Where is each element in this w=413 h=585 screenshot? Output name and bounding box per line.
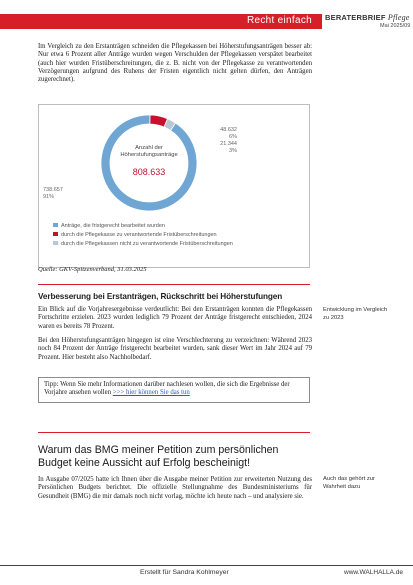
center-value: 808.633 [132, 167, 166, 177]
section-divider [38, 284, 310, 285]
donut-chart [38, 104, 310, 268]
chart-svg [39, 105, 311, 269]
issue-number: Mai 2025/09 [380, 23, 411, 29]
footer-line [0, 565, 413, 566]
slice-percent-label-1: 6% [229, 134, 237, 140]
center-label-line: Höherstufungsanträge [120, 152, 178, 158]
article-heading: Warum das BMG meiner Petition zum persönlichen Budget keine Aussicht auf Erfolg bescheinigt! [38, 444, 279, 469]
intro-paragraph: Im Vergleich zu den Erstanträgen schneiden die Pflegekassen bei Höherstufungsanträgen besser ab: Nur etwa 6 Prozent aller Anträge wurden wegen Verschulden der Pflegekassen verspätet bearbeitet (auch hier wurden Fristüberschreitungen, die z. B. nicht von der Pflegekasse zu verantwortenden Verzögerungen aufgrund des Ruhens der Fristen eigentlich nicht gelten dürfen, den Anträgen zugerechnet). [38, 43, 312, 84]
section-divider-2 [38, 432, 310, 433]
slice-value-label-1: 48.632 [220, 127, 237, 133]
center-label-line: Anzahl der [135, 145, 163, 151]
tip-box [38, 377, 310, 403]
section-header-bar [0, 14, 322, 29]
article-paragraph: In Ausgabe 07/2025 hatte ich Ihnen über die Ausgabe meiner Petition zur erweiterten Nutzung des Persönlichen Budgets berichtet. Die offizielle Stellungnahme des Bundesministeriums für Gesundheit (BMG) die mir damals noch nicht vorlag, möchte ich heute nach – und analysiere sie. [38, 476, 312, 500]
margin-note-development: Entwicklung im Vergleich zu 2023 [323, 307, 388, 321]
slice-value-label-2: 21.344 [220, 141, 237, 147]
slice-percent-label-2: 3% [229, 148, 237, 154]
margin-note-truth: Auch das gehört zur Wahrheit dazu [323, 476, 375, 490]
publication-brand [325, 13, 410, 22]
legend-swatch-0 [53, 223, 58, 227]
footer-url: www.WALHALLA.de [344, 569, 404, 576]
legend-swatch-2 [53, 241, 58, 245]
footer-credit: Erstellt für Sandra Kohlmeyer [140, 569, 229, 576]
legend-label-1: durch die Pflegekasse zu verantwortende Fristüberschreitungen [61, 232, 217, 238]
legend-label-0: Anträge, die fristgerecht bearbeitet wurden [61, 223, 165, 229]
tip-link[interactable]: >>> hier können Sie das tun [112, 389, 190, 397]
section-paragraph-1: Ein Blick auf die Vorjahresergebnisse verdeutlicht: Bei den Erstanträgen konnten die Pflegekassen Fortschritte erzielen. 2023 wurden lediglich 79 Prozent der Anträge fristgerecht entschieden, 2024 waren es bereits 78 Prozent. [38, 306, 312, 330]
section-label: Recht einfach [246, 15, 312, 26]
slice-value-label-0: 738.657 [43, 187, 63, 193]
section-paragraph-2: Bei den Höherstufungsanträgen hingegen ist eine Verschlechterung zu verzeichnen: Während 2023 noch 84 Prozent der Anträge fristgerecht bearbeitet wurden, sank dieser Wert im Jahr 2024 auf 79 Prozent. Hier besteht also Nachholbedarf. [38, 337, 312, 361]
slice-0 [101, 115, 197, 211]
section-heading: Verbesserung bei Erstanträgen, Rückschritt bei Höherstufungen [38, 292, 283, 301]
legend-swatch-1 [53, 232, 58, 236]
brand-italic: Pflege [387, 13, 410, 22]
slice-percent-label-0: 91% [43, 194, 55, 200]
brand-main: BERATERBRIEF [325, 13, 386, 22]
tip-text: Tipp: Wenn Sie mehr Informationen darüber nachlesen wollen, die sich die Ergebnisse der Vorjahre ansehen wollen [44, 381, 290, 397]
legend-label-2: durch die Pflegekassen nicht zu verantwortende Fristüberschreitungen [61, 241, 233, 247]
chart-source: Quelle: GKV-Spitzenverband, 31.03.2025 [38, 266, 147, 273]
